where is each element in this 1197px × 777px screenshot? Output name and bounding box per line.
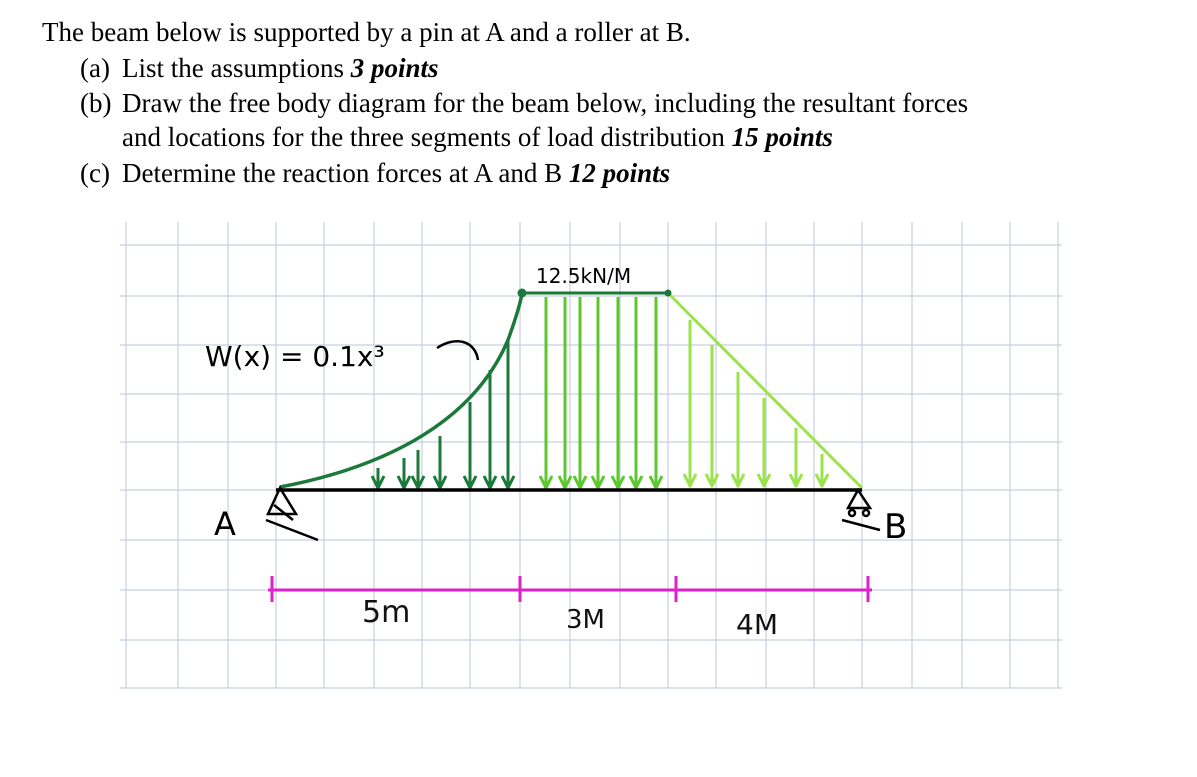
pin-support-a <box>266 488 318 540</box>
cubic-load-arrow <box>398 458 410 488</box>
segment-length-3: 4M <box>736 608 778 641</box>
uniform-load-distribution <box>522 293 668 488</box>
part-a-text: List the assumptions <box>122 53 351 83</box>
part-c-text: Determine the reaction forces at A and B <box>122 158 569 188</box>
support-b-label: B <box>884 507 908 547</box>
support-a-label: A <box>214 505 236 543</box>
roller-wheel-left <box>849 510 855 516</box>
peak-load-label: 12.5kN/M <box>536 264 632 288</box>
part-b-label: (b) <box>80 88 112 118</box>
roller-ground <box>842 520 880 530</box>
pin-ground-hatch <box>266 520 318 540</box>
roller-wheel-right <box>863 510 869 516</box>
uniform-load-arrow <box>612 297 624 488</box>
pointer-curve <box>437 341 478 360</box>
cubic-load-curve <box>280 293 522 487</box>
uniform-load-arrow <box>650 297 662 488</box>
uniform-load-arrow <box>592 297 604 488</box>
uniform-load-arrow <box>559 297 571 488</box>
segment-length-1: 5m <box>362 595 411 630</box>
roller-support-b <box>842 490 880 530</box>
part-b-text-2: and locations for the three segments of load distribution <box>122 122 732 152</box>
part-c-points: 12 points <box>568 158 671 188</box>
cubic-load-arrows <box>372 338 514 488</box>
part-b-text: Draw the free body diagram for the beam below, including the resultant forces <box>122 88 969 118</box>
part-a-label: (a) <box>80 53 110 83</box>
uniform-load-arrows <box>540 297 662 488</box>
uniform-load-arrow <box>540 297 552 488</box>
linear-load-arrow <box>816 454 828 486</box>
uniform-load-arrow <box>574 297 586 488</box>
part-a-points: 3 points <box>350 53 439 83</box>
cubic-load-distribution <box>280 289 527 489</box>
linear-load-arrow <box>732 372 744 486</box>
cubic-load-arrow <box>502 338 514 488</box>
roller-triangle <box>848 490 870 508</box>
segment-length-2: 3M <box>566 605 605 635</box>
cubic-load-arrow <box>484 370 496 488</box>
uniform-load-arrow <box>630 297 642 488</box>
load-function-label: W(x) = 0.1x³ <box>205 340 385 373</box>
load-point-marker-right <box>665 290 672 297</box>
part-b-points: 15 points <box>731 122 833 152</box>
question-intro: The beam below is supported by a pin at A and a roller at B. <box>42 17 691 47</box>
cubic-load-arrow <box>434 436 446 488</box>
pin-hatch-line <box>274 505 293 520</box>
part-c-label: (c) <box>80 158 110 188</box>
linear-load-distribution <box>668 293 862 488</box>
load-point-marker <box>518 289 527 298</box>
linear-load-arrow <box>790 428 802 486</box>
cubic-load-arrow <box>464 402 476 488</box>
